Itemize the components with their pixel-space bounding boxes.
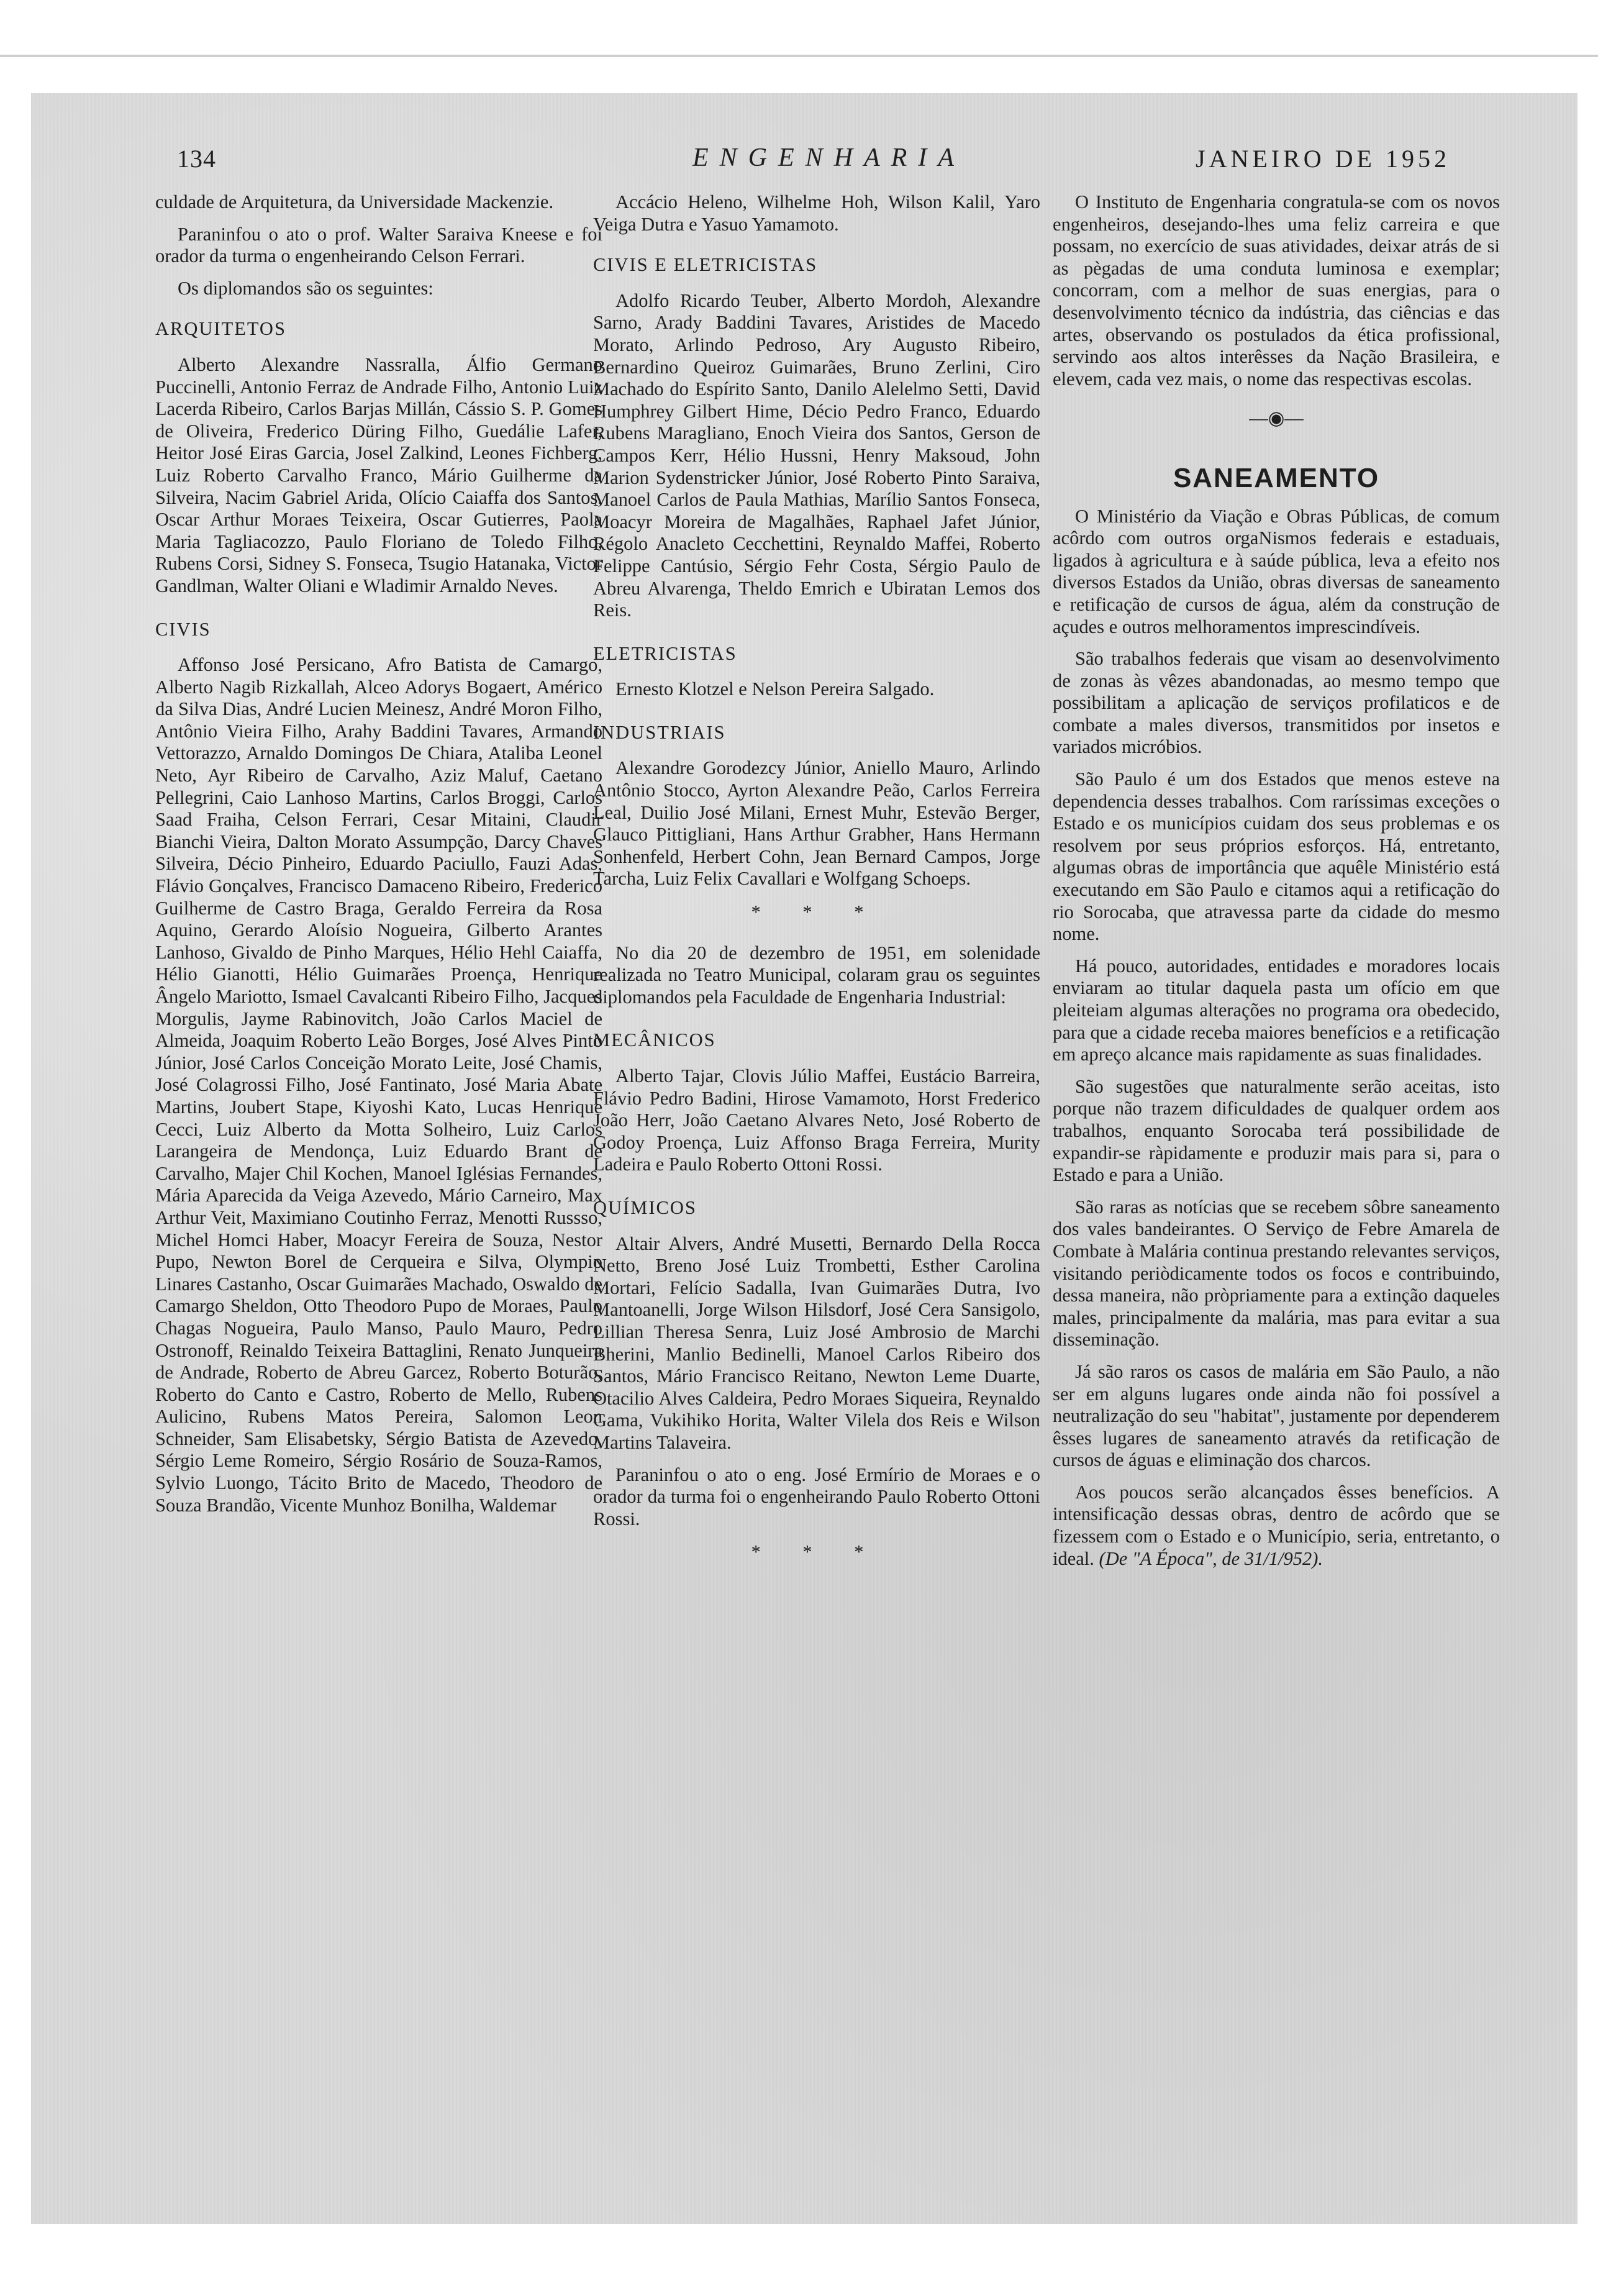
section-heading-civis-eletricistas: CIVIS E ELETRICISTAS xyxy=(593,254,818,276)
issue-date: JANEIRO DE 1952 xyxy=(1196,145,1450,173)
graduates-list-eletricistas: Ernesto Klotzel e Nelson Pereira Salgado. xyxy=(615,678,935,700)
article-headline: SANEAMENTO xyxy=(1173,462,1380,493)
section-heading-civis: CIVIS xyxy=(155,618,211,640)
page-number: 134 xyxy=(177,145,216,173)
section-heading-mecanicos: MECÂNICOS xyxy=(593,1029,716,1051)
section-heading-industriais: INDUSTRIAIS xyxy=(593,721,726,743)
paragraph: Os diplomandos são os seguintes: xyxy=(178,277,434,299)
paragraph: São raras as notícias que se recebem sôbre saneamento dos vales bandeirantes. O Serviço de Febre Amarela de Combate à Malária continua prestando relevantes serviços, visitando periòdicamente todos os focos e contribuindo, dessa maneira, não pròpriamente para a extinção daqueles males, principalmente da malária, mas para evitar a sua disseminação. xyxy=(1053,1196,1500,1351)
paragraph: Paraninfou o ato o eng. José Ermírio de Moraes e o orador da turma foi o engenheirando Paulo Roberto Ottoni Rossi. xyxy=(593,1464,1040,1529)
paragraph: São Paulo é um dos Estados que menos esteve na dependencia desses trabalhos. Com raríssimas exceções o Estado e os municípios cuidam dos seus problemas e os resolvem por seus próprios esforços. Há, entretanto, algumas obras de importância que aquêle Ministério está executando em São Paulo e citamos aqui a retificação do rio Sorocaba, que atravessa parte da cidade do mesmo nome. xyxy=(1053,768,1500,945)
section-divider: * * * xyxy=(751,901,883,923)
paragraph: Há pouco, autoridades, entidades e moradores locais enviaram ao titular daquela pasta um ofício em que pleiteiam algumas alterações no programa ora obedecido, para que a cidade receba maiores benefícios e a retificação em apreço alcance mais rapidamente as suas finalidades. xyxy=(1053,955,1500,1065)
paragraph: Já são raros os casos de malária em São Paulo, a não ser em alguns lugares onde ainda não foi possível a neutralização do seu "habitat", justamente por dependerem êsses lugares de saneamento através da retificação de cursos de águas e eliminação dos charcos. xyxy=(1053,1360,1500,1471)
column-left xyxy=(155,191,602,1526)
paragraph: São trabalhos federais que visam ao desenvolvimento de zonas às vêzes abandonadas, ao mesmo tempo que possibilitam a aplicação de serviços profilaticos e de combate a males diversos, transmitidos por insetos e variados micróbios. xyxy=(1053,648,1500,758)
graduates-list-civis: Affonso José Persicano, Afro Batista de Camargo, Alberto Nagib Rizkallah, Alceo Adorys Bogaert, Américo da Silva Dias, André Lucien Meinesz, André Moron Filho, Antônio Vieira Filho, Arahy Baddini Tavares, Armando Vettorazzo, Arnaldo Domingos De Chiara, Ataliba Leonel Neto, Ayr Ribeiro de Carvalho, Aziz Maluf, Caetano Pellegrini, Caio Lanhoso Martins, Carlos Broggi, Carlos Saad Fraiha, Celson Ferrari, Cesar Mitaini, Claudir Bianchi Vieira, Dalton Morato Assumpção, Darcy Chaves Silveira, Décio Pinheiro, Eduardo Paciullo, Fauzi Adas, Flávio Gonçalves, Francisco Damaceno Ribeiro, Frederico Guilherme de Castro Braga, Geraldo Ferreira da Rosa Aquino, Gerardo Aloísio Nogueira, Gilberto Arantes Lanhoso, Givaldo de Pinho Marques, Hélio Hehl Caiaffa, Hélio Gianotti, Hélio Guimarães Proença, Henrique Ângelo Mariotto, Ismael Cavalcanti Ribeiro Filho, Jacques Morgulis, Jayme Rabinovitch, João Carlos Maciel de Almeida, Joaquim Roberto Leão Borges, José Alves Pinto Júnior, José Carlos Conceição Morato Leite, José Chamis, José Colagrossi Filho, José Fantinato, José Maria Abate Martins, Joubert Stape, Kiyoshi Kato, Lucas Henrique Cecci, Luiz Alberto da Motta Solheiro, Luiz Carlos Larangeira de Mendonça, Luiz Eduardo Brant de Carvalho, Majer Chil Kochen, Manoel Iglésias Fernandes, Mária Aparecida da Veiga Azevedo, Mário Carneiro, Max Arthur Veit, Maximiano Coutinho Ferraz, Menotti Russso, Michel Homci Haber, Moacyr Fereira de Souza, Nestor Pupo, Newton Borel de Cerqueira e Silva, Olympio Linares Castanho, Oscar Guimarães Machado, Oswaldo de Camargo Sheldon, Otto Theodoro Pupo de Moraes, Paulo Chagas Nogueira, Paulo Manso, Paulo Mauro, Pedro Ostronoff, Reinaldo Teixeira Battaglini, Renato Junqueira de Andrade, Roberto de Abreu Garcez, Roberto Boturão, Roberto do Canto e Castro, Roberto de Mello, Rubens Aulicino, Rubens Matos Pereira, Salomon Leon Schneider, Sam Elisabetsky, Sérgio Batista de Azevedo, Sérgio Leme Romeiro, Sérgio Rosário de Souza-Ramos, Sylvio Luongo, Tácito Brito de Macedo, Theodoro de Souza Brandão, Vicente Munhoz Bonilha, Waldemar xyxy=(155,654,602,1516)
graduates-list-civis-cont: Accácio Heleno, Wilhelme Hoh, Wilson Kalil, Yaro Veiga Dutra e Yasuo Yamamoto. xyxy=(593,191,1040,235)
journal-title: ENGENHARIA xyxy=(692,144,965,172)
section-divider: * * * xyxy=(751,1541,883,1563)
section-heading-eletricistas: ELETRICISTAS xyxy=(593,642,737,664)
section-heading-quimicos: QUÍMICOS xyxy=(593,1196,697,1218)
paragraph: São sugestões que naturalmente serão aceitas, isto porque não trazem dificuldades de qualquer ordem aos trabalhos, enquanto Sorocaba terá possibilidade de expandir-se ràpidamente e produzir mais para si, para o Estado e para a União. xyxy=(1053,1075,1500,1186)
scan-edge xyxy=(0,55,1598,57)
column-right xyxy=(1053,191,1500,1580)
graduates-list-industriais: Alexandre Gorodezcy Júnior, Aniello Mauro, Arlindo Antônio Stocco, Ayrton Alexandre Peão, Carlos Ferreira Leal, Duilio José Milani, Ernest Muhr, Estevão Berger, Glauco Pittigliani, Hans Arthur Grabher, Hans Hermann Sonhenfeld, Herbert Cohn, Jean Bernard Campos, Jorge Tarcha, Luiz Felix Cavallari e Wolfgang Schoeps. xyxy=(593,757,1040,890)
paragraph: No dia 20 de dezembro de 1951, em solenidade realizada no Teatro Municipal, colaram grau os seguintes diplomandos pela Faculdade de Engenharia Industrial: xyxy=(593,942,1040,1008)
paragraph: O Instituto de Engenharia congratula-se com os novos engenheiros, desejando-lhes uma feliz carreira e que possam, no exercício de suas atividades, deixar atrás de si as pègadas de uma conduta luminosa e exemplar; concorram, com a melhor de suas energias, para o desenvolvimento técnico da indústria, das ciências e das artes, observando os postulados da ética profissional, servindo aos altos interêsses da Nação Brasileira, e elevem, cada vez mais, o nome das respectivas escolas. xyxy=(1053,191,1500,390)
paragraph: Paraninfou o ato o prof. Walter Saraiva Kneese e foi orador da turma o engenheirando Celson Ferrari. xyxy=(155,223,602,267)
ornament-divider: —◉— xyxy=(1249,408,1304,429)
section-heading-arquitetos: ARQUITETOS xyxy=(155,318,286,340)
paragraph: O Ministério da Viação e Obras Públicas, de comum acôrdo com outros orgaNismos federais e estaduais, ligados à agricultura e à saúde pública, leva a efeito nos diversos Estados da União, obras diversas de saneamento e retificação de cursos de água, além da construção de açudes e outros melhoramentos imprescindíveis. xyxy=(1053,505,1500,637)
paragraph xyxy=(1053,1482,1500,1570)
graduates-list-quimicos: Altair Alvers, André Musetti, Bernardo Della Rocca Netto, Breno José Luiz Trombetti, Esther Carolina Mortari, Felício Sadalla, Ivan Guimarães Dutra, Ivo Mantoanelli, Jorge Wilson Hilsdorf, José Cera Sansigolo, Lillian Theresa Senra, Luiz José Ambrosio de Marchi Bherini, Manlio Bedinelli, Manoel Carlos Ribeiro dos Santos, Mário Francisco Reitano, Newton Leme Duarte, Otacilio Alves Caldeira, Pedro Moraes Siqueira, Reynaldo Gama, Vukihiko Horita, Walter Vilela dos Reis e Wilson Martins Talaveira. xyxy=(593,1232,1040,1453)
source-citation: (De "A Época", de 31/1/952). xyxy=(1099,1547,1323,1569)
column-middle xyxy=(593,191,1040,1582)
paragraph: culdade de Arquitetura, da Universidade Mackenzie. xyxy=(155,191,554,212)
paragraph-text: Aos poucos serão alcançados êsses benefícios. A intensificação dessas obras, dentro de acôrdo que se fizessem com o Estado e o Município, seria, entretanto, o ideal. xyxy=(1053,1481,1500,1569)
graduates-list-civis-eletricistas: Adolfo Ricardo Teuber, Alberto Mordoh, Alexandre Sarno, Arady Baddini Tavares, Aristides de Macedo Morato, Arlindo Pedroso, Ary Augusto Ribeiro, Bernardino Queiroz Guimarães, Bruno Zerlini, Ciro Machado do Espírito Santo, Danilo Alelelmo Setti, David Humphrey Gilbert Hime, Décio Pedro Franco, Eduardo Rubens Maragliano, Enoch Vieira dos Santos, Gerson de Campos Kerr, Hélio Hussni, Henry Maksoud, John Marion Sydenstricker Júnior, José Roberto Pinto Saraiva, Manoel Carlos de Paula Mathias, Marílio Santos Fonseca, Moacyr Moreira de Magalhães, Raphael Jafet Júnior, Régolo Anacleto Cecchettini, Reynaldo Maffei, Roberto Felippe Cantúsio, Sérgio Fehr Costa, Sérgio Paulo de Abreu Alvarenga, Theldo Emrich e Ubiratan Lemos dos Reis. xyxy=(593,289,1040,621)
graduates-list-mecanicos: Alberto Tajar, Clovis Júlio Maffei, Eustácio Barreira, Flávio Pedro Badini, Hirose Vamamoto, Horst Frederico João Herr, João Caetano Alvares Neto, José Roberto de Godoy Proença, Luiz Affonso Braga Ferreira, Murity Ladeira e Paulo Roberto Ottoni Rossi. xyxy=(593,1065,1040,1175)
graduates-list-arquitetos: Alberto Alexandre Nassralla, Álfio Germano Puccinelli, Antonio Ferraz de Andrade Filho, Antonio Luiz Lacerda Ribeiro, Carlos Barjas Millán, Cássio S. P. Gomes de Oliveira, Frederico Düring Filho, Guedálie Lafer, Heitor José Eiras Garcia, Josel Zalkind, Leones Fichberg, Luiz Roberto Carvalho Franco, Mário Guilherme da Silveira, Nacim Gabriel Arida, Olício Caiaffa dos Santos, Oscar Arthur Moraes Teixeira, Oscar Gutierres, Paola Maria Tagliacozzo, Paulo Floriano de Toledo Filho, Rubens Corsi, Sidney S. Fonseca, Tsugio Hatanaka, Victor Gandlman, Walter Oliani e Wladimir Arnaldo Neves. xyxy=(155,353,602,596)
